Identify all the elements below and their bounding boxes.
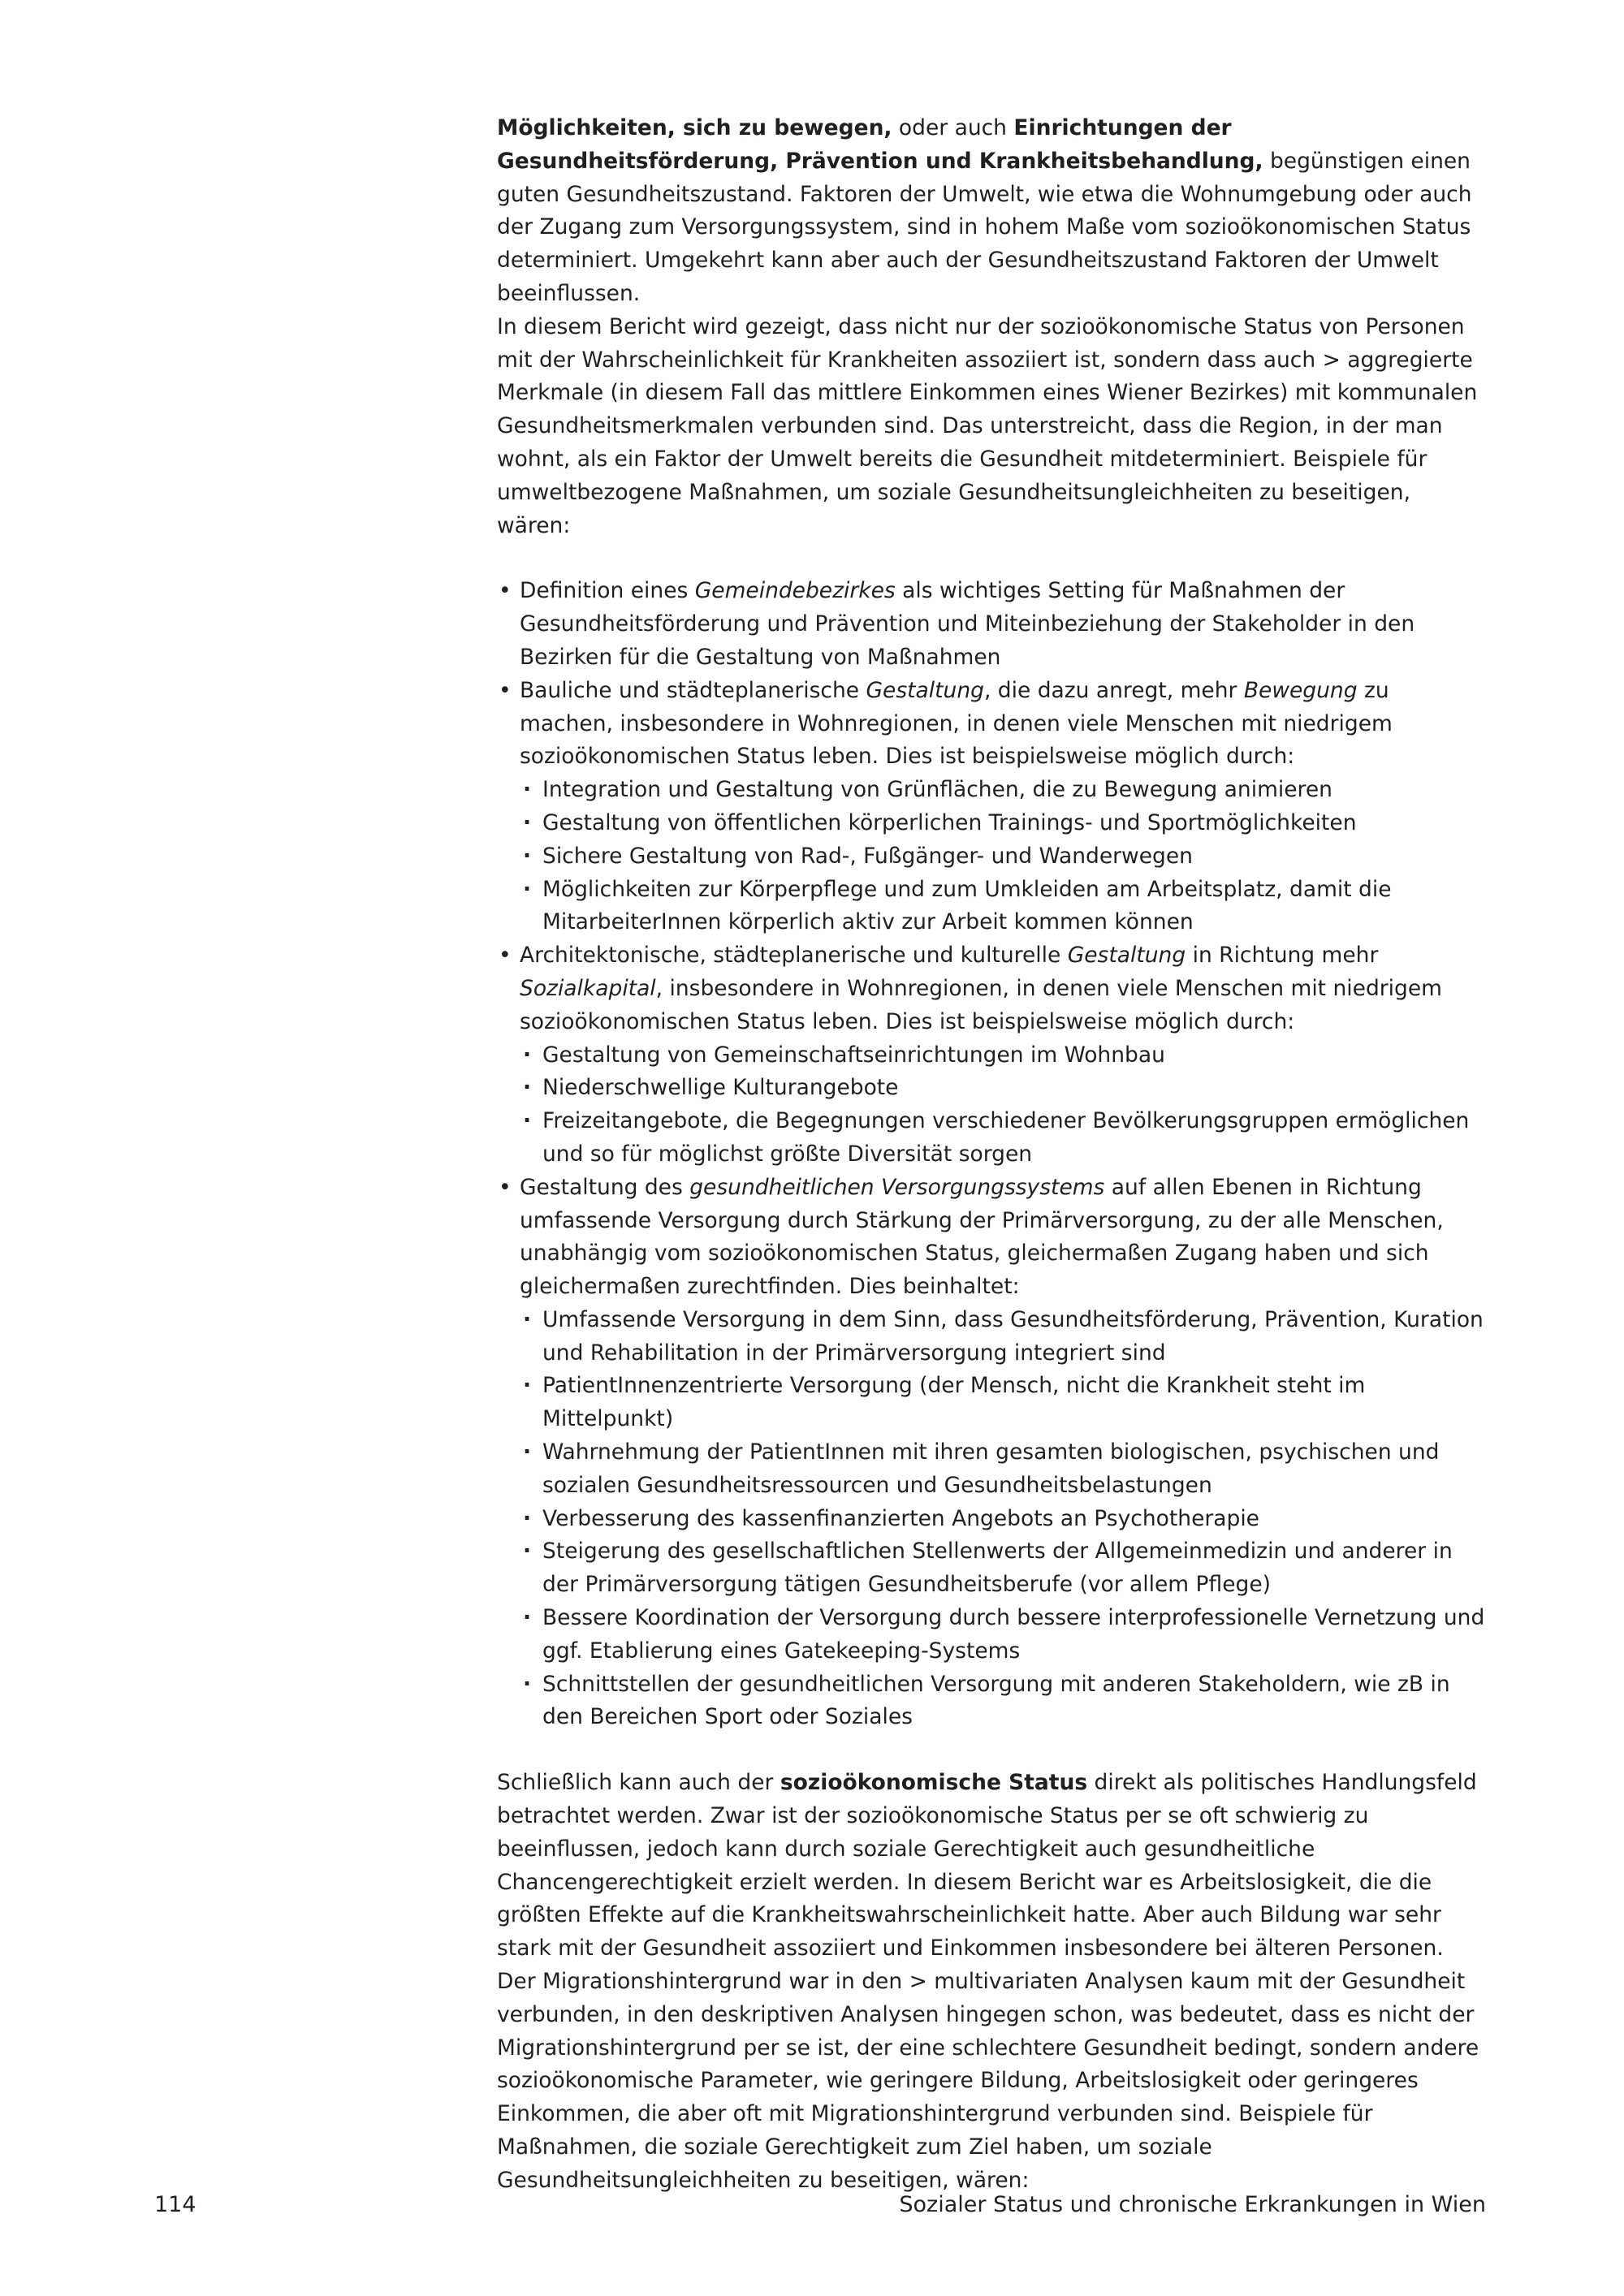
intro-paragraph-2: In diesem Bericht wird gezeigt, dass nicht nur der sozioökonomische Status von Personen mit der Wahrscheinlichkeit für Krankheiten assoziiert ist, sondern dass auch > aggregierte Merkmale (in diesem Fall das mittlere Einkommen eines Wiener Bezirkes) mit kommunalen Gesundheitsmerkmalen verbunden sind. Das unterstreicht, dass die Region, in der man wohnt, als ein Faktor der Umwelt bereits die Gesundheit mitdeterminiert. Beispiele für umweltbezogene Maßnahmen, um soziale Gesundheitsungleichheiten zu beseitigen, wären: — [497, 313, 1478, 538]
list-item: • Architektonische, städteplanerische und kulturelle Gestaltung in Richtung mehr Sozialkapital, insbesondere in Wohnregionen, in denen viele Menschen mit niedrigem sozioökonomischen Status leben. Dies ist beispielsweise möglich durch: · Gestaltung von Gemeinschaftseinrichtungen im Wohnbau · Niederschwellige Kulturangebote · Freizeitangebote, die Begegnungen verschiedener Bevölkerungsgruppen ermöglichen und so für möglichst größte Diversität sorgen — [497, 939, 1486, 1172]
body-text — [497, 112, 1486, 2198]
list-item: • Gestaltung des gesundheitlichen Versorgungssystems auf allen Ebenen in Richtung umfassende Versorgung durch Stärkung der Primärversorgung, zu der alle Menschen, unabhängig vom sozioökonomischen Status, gleichermaßen Zugang haben und sich gleichermaßen zurechtfinden. Dies beinhaltet: · Umfassende Versorgung in dem Sinn, dass Gesundheitsförderung, Prävention, Kuration und Rehabilitation in der Primärversorgung integriert sind · PatientInnenzentrierte Versorgung (der Mensch, nicht die Krankheit steht im Mittelpunkt) · Wahrnehmung der PatientInnen mit ihren gesamten biologischen, psychischen und sozialen Gesundheitsressourcen und Gesundheitsbelastungen · Verbesserung des kassenfinanzierten Angebots an Psychotherapie · Steigerung des gesellschaftlichen Stellenwerts der Allgemeinmedizin und anderer in der Primärversorgung tätigen Gesundheitsberufe (vor allem Pflege) · Bessere Koordination der Versorgung durch bessere interprofessionelle Vernetzung und ggf. Etablierung eines Gatekeeping-Systems · Schnittstellen der gesundheitlichen Versorgung mit anderen Stakeholdern, wie zB in den Bereichen Sport oder Soziales — [497, 1172, 1486, 1735]
sub-list-item: · Sichere Gestaltung von Rad-, Fußgänger- und Wanderwegen — [520, 840, 1486, 874]
sub-list-item: · Wahrnehmung der PatientInnen mit ihren gesamten biologischen, psychischen und sozialen Gesundheitsressourcen und Gesundheitsbelastungen — [520, 1436, 1486, 1503]
bold-phrase: sozioökonomische Status — [780, 1770, 1088, 1796]
closing-paragraph: Schließlich kann auch der sozioökonomische Status direkt als politisches Handlungsfeld betrachtet werden. Zwar ist der sozioökonomische Status per se oft schwierig zu beeinflussen, jedoch kann durch soziale Gerechtigkeit auch gesundheitliche Chancengerechtigkeit erzielt werden. In diesem Bericht war es Arbeitslosigkeit, die die größten Effekte auf die Krankheitswahrscheinlichkeit hatte. Aber auch Bildung war sehr stark mit der Gesundheit assoziiert und Einkommen insbesondere bei älteren Personen. Der Migrationshintergrund war in den > multivariaten Analysen kaum mit der Gesundheit verbunden, in den deskriptiven Analysen hingegen schon, was bedeutet, dass es nicht der Migrationshintergrund per se ist, der eine schlechtere Gesundheit bedingt, sondern andere sozioökonomische Parameter, wie geringere Bildung, Arbeitslosigkeit oder geringeres Einkommen, die aber oft mit Migrationshintergrund verbunden sind. Beispiele für Maßnahmen, die soziale Gerechtigkeit zum Ziel haben, um soziale Gesundheitsungleichheiten zu beseitigen, wären: — [497, 1770, 1479, 2193]
sub-list-item: · Bessere Koordination der Versorgung durch bessere interprofessionelle Vernetzung und ggf. Etablierung eines Gatekeeping-Systems — [520, 1602, 1486, 1668]
sub-list-item: · Umfassende Versorgung in dem Sinn, dass Gesundheitsförderung, Prävention, Kuration und Rehabilitation in der Primärversorgung integriert sind — [520, 1304, 1486, 1370]
sub-list-item: · Verbesserung des kassenfinanzierten Angebots an Psychotherapie — [520, 1503, 1486, 1536]
running-title: Sozialer Status und chronische Erkrankungen in Wien — [899, 2192, 1486, 2217]
sub-list-item: · Freizeitangebote, die Begegnungen verschiedener Bevölkerungsgruppen ermöglichen und so für möglichst größte Diversität sorgen — [520, 1105, 1486, 1172]
sub-list-item: · Gestaltung von Gemeinschaftseinrichtungen im Wohnbau — [520, 1039, 1486, 1072]
bold-phrase: Einrichtungen der Gesundheitsförderung, Prävention und Krankheitsbehandlung, — [497, 115, 1263, 174]
sub-list — [520, 774, 1486, 939]
sub-list-item: · Niederschwellige Kulturangebote — [520, 1072, 1486, 1105]
measures-list — [497, 575, 1486, 1734]
sub-list-item: · PatientInnenzentrierte Versorgung (der Mensch, nicht die Krankheit steht im Mittelpunkt) — [520, 1370, 1486, 1436]
list-item: • Bauliche und städteplanerische Gestaltung, die dazu anregt, mehr Bewegung zu machen, insbesondere in Wohnregionen, in denen viele Menschen mit niedrigem sozioökonomischen Status leben. Dies ist beispielsweise möglich durch: · Integration und Gestaltung von Grünflächen, die zu Bewegung animieren · Gestaltung von öffentlichen körperlichen Trainings- und Sportmöglichkeiten · Sichere Gestaltung von Rad-, Fußgänger- und Wanderwegen · Möglichkeiten zur Körperpflege und zum Umkleiden am Arbeitsplatz, damit die MitarbeiterInnen körperlich aktiv zur Arbeit kommen können — [497, 675, 1486, 939]
sub-list-item: · Möglichkeiten zur Körperpflege und zum Umkleiden am Arbeitsplatz, damit die MitarbeiterInnen körperlich aktiv zur Arbeit kommen können — [520, 874, 1486, 940]
sub-list — [520, 1304, 1486, 1734]
sub-list-item: · Integration und Gestaltung von Grünflächen, die zu Bewegung animieren — [520, 774, 1486, 807]
sub-list — [520, 1039, 1486, 1172]
list-item: • Definition eines Gemeindebezirkes als wichtiges Setting für Maßnahmen der Gesundheitsförderung und Prävention und Miteinbeziehung der Stakeholder in den Bezirken für die Gestaltung von Maßnahmen — [497, 575, 1486, 674]
sub-list-item: · Steigerung des gesellschaftlichen Stellenwerts der Allgemeinmedizin und anderer in der Primärversorgung tätigen Gesundheitsberufe (vor allem Pflege) — [520, 1535, 1486, 1602]
page-number: 114 — [154, 2192, 197, 2217]
sub-list-item: · Gestaltung von öffentlichen körperlichen Trainings- und Sportmöglichkeiten — [520, 807, 1486, 840]
bold-phrase: Möglichkeiten, sich zu bewegen, — [497, 115, 892, 140]
sub-list-item: · Schnittstellen der gesundheitlichen Versorgung mit anderen Stakeholdern, wie zB in den Bereichen Sport oder Soziales — [520, 1668, 1486, 1735]
intro-paragraph: Möglichkeiten, sich zu bewegen, oder auch Einrichtungen der Gesundheitsförderung, Prävention und Krankheitsbehandlung, begünstigen einen guten Gesundheitszustand. Faktoren der Umwelt, wie etwa die Wohnumgebung oder auch der Zugang zum Versorgungssystem, sind in hohem Maße vom sozioökonomischen Status determiniert. Umgekehrt kann aber auch der Gesundheitszustand Faktoren der Umwelt beeinflussen. — [497, 115, 1472, 306]
